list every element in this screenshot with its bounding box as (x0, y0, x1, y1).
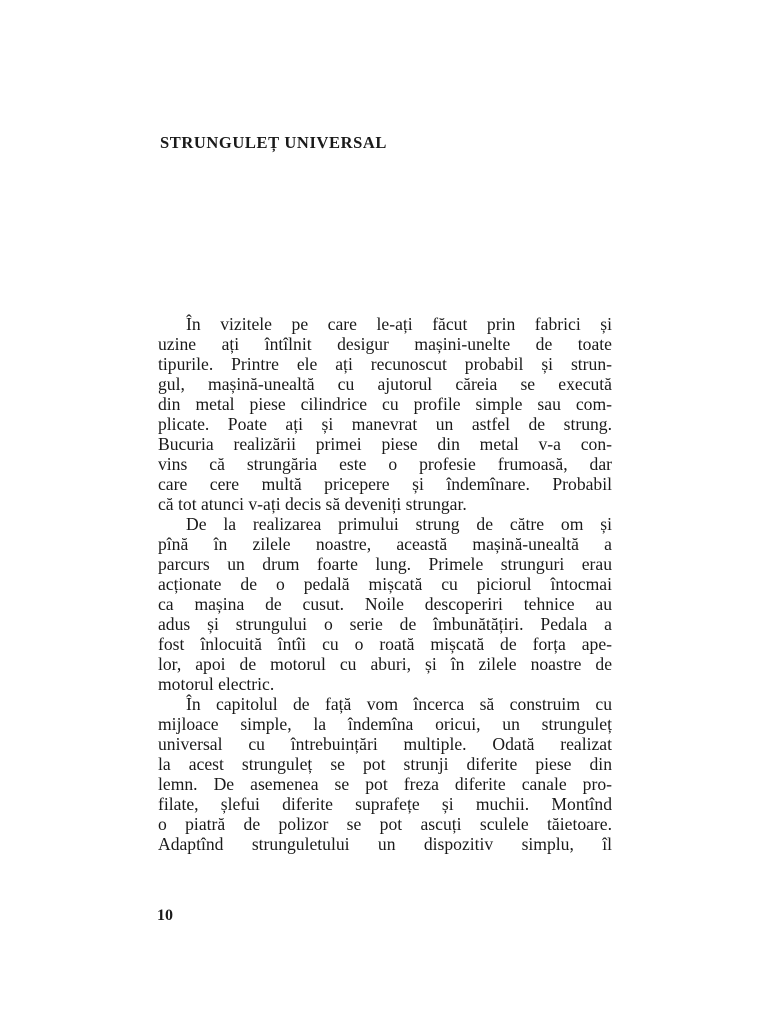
text-line: tipurile. Printre ele ați recunoscut probabil și strun- (158, 354, 612, 374)
chapter-title: STRUNGULEȚ UNIVERSAL (160, 133, 388, 152)
text-line: lemn. De asemenea se pot freza diferite canale pro- (158, 774, 612, 794)
text-line: motorul electric. (158, 674, 275, 694)
text-line: acționate de o pedală mișcată cu piciorul întocmai (158, 574, 612, 594)
text-line: ca mașina de cusut. Noile descoperiri tehnice au (158, 594, 612, 614)
text-line: Bucuria realizării primei piese din metal v-a con- (158, 434, 612, 454)
text-line: gul, mașină-unealtă cu ajutorul căreia se execută (158, 374, 612, 394)
text-line: parcurs un drum foarte lung. Primele strunguri erau (158, 554, 612, 574)
text-line: De la realizarea primului strung de către om și (186, 514, 612, 534)
text-line: uzine ați întîlnit desigur mașini-unelte de toate (158, 334, 612, 354)
text-line: vins că strungăria este o profesie frumoasă, dar (158, 454, 612, 474)
text-line: filate, șlefui diferite suprafețe și muchii. Montînd (158, 794, 612, 814)
page-number: 10 (157, 907, 173, 924)
text-line: plicate. Poate ați și manevrat un astfel de strung. (158, 414, 612, 434)
text-line: pînă în zilele noastre, această mașină-unealtă a (158, 534, 612, 554)
text-line: Adaptînd strunguletului un dispozitiv simplu, îl (158, 834, 612, 854)
text-line: universal cu întrebuințări multiple. Odată realizat (158, 734, 612, 754)
text-line: lor, apoi de motorul cu aburi, și în zilele noastre de (158, 654, 612, 674)
text-line: la acest strunguleț se pot strunji diferite piese din (158, 754, 612, 774)
text-line: mijloace simple, la îndemîna oricui, un strunguleț (158, 714, 612, 734)
text-line: În vizitele pe care le-ați făcut prin fabrici și (186, 314, 612, 334)
text-line: o piatră de polizor se pot ascuți sculele tăietoare. (158, 814, 612, 834)
body-text (158, 314, 612, 854)
text-line: din metal piese cilindrice cu profile simple sau com- (158, 394, 612, 414)
text-line: că tot atunci v-ați decis să deveniți strungar. (158, 494, 467, 514)
text-line: În capitolul de față vom încerca să construim cu (186, 694, 612, 714)
text-line: care cere multă pricepere și îndemînare. Probabil (158, 474, 612, 494)
text-line: adus și strungului o serie de îmbunătățiri. Pedala a (158, 614, 612, 634)
text-line: fost înlocuită întîi cu o roată mișcată de forța ape- (158, 634, 612, 654)
